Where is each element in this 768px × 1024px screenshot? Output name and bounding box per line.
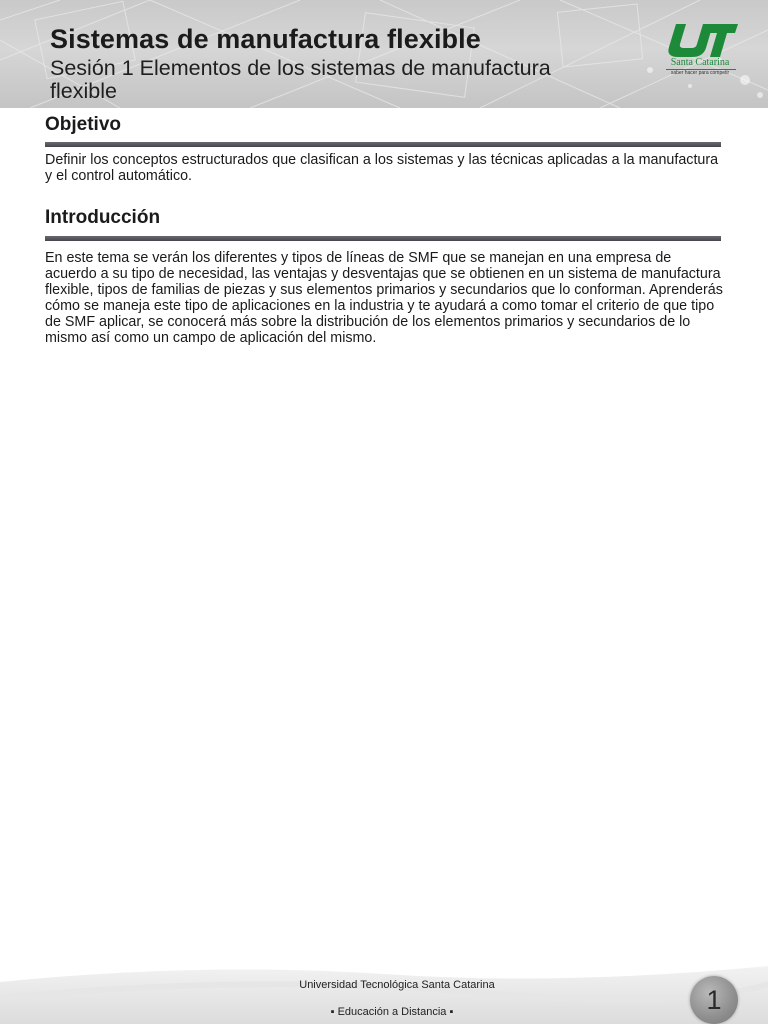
footer-tagline: ▪ Educación a Distancia ▪ — [330, 1006, 454, 1018]
footer-university: Universidad Tecnológica Santa Catarina — [299, 979, 495, 991]
logo-name: Santa Catarina — [670, 57, 730, 68]
ut-santa-catarina-logo — [660, 22, 740, 82]
section-divider-introduccion — [45, 236, 721, 241]
page-number-badge: 1 — [690, 976, 738, 1024]
objetivo-text: Definir los conceptos estructurados que clasifican a los sistemas y las técnicas aplicadas a la manufactura y el control automático. — [45, 152, 719, 184]
document-subtitle: Sesión 1 Elementos de los sistemas de manufactura flexible — [50, 56, 551, 103]
footer-band — [0, 962, 768, 1024]
section-heading-introduccion: Introducción — [45, 207, 161, 228]
header-band — [0, 0, 768, 108]
section-divider-objetivo — [45, 142, 721, 147]
ut-logo-mark-icon — [664, 22, 738, 58]
introduccion-text: En este tema se verán los diferentes y tipos de líneas de SMF que se manejan en una empresa de acuerdo a su tipo de necesidad, las ventajas y desventajas que se obtienen en un sistema de manufactura flexible, tipos de familias de piezas y sus elementos primarios y secundarios que lo conforman. Aprenderás cómo se maneja este tipo de aplicaciones en la industria y te ayudará a como tomar el criterio de que tipo de SMF aplicar, se conocerá más sobre la distribución de los elementos primarios y secundarios de lo mismo así como un campo de aplicación del mismo. — [45, 250, 723, 346]
section-heading-objetivo: Objetivo — [45, 114, 122, 135]
document-title: Sistemas de manufactura flexible — [50, 24, 481, 54]
logo-tagline: saber hacer para competir — [670, 70, 730, 76]
